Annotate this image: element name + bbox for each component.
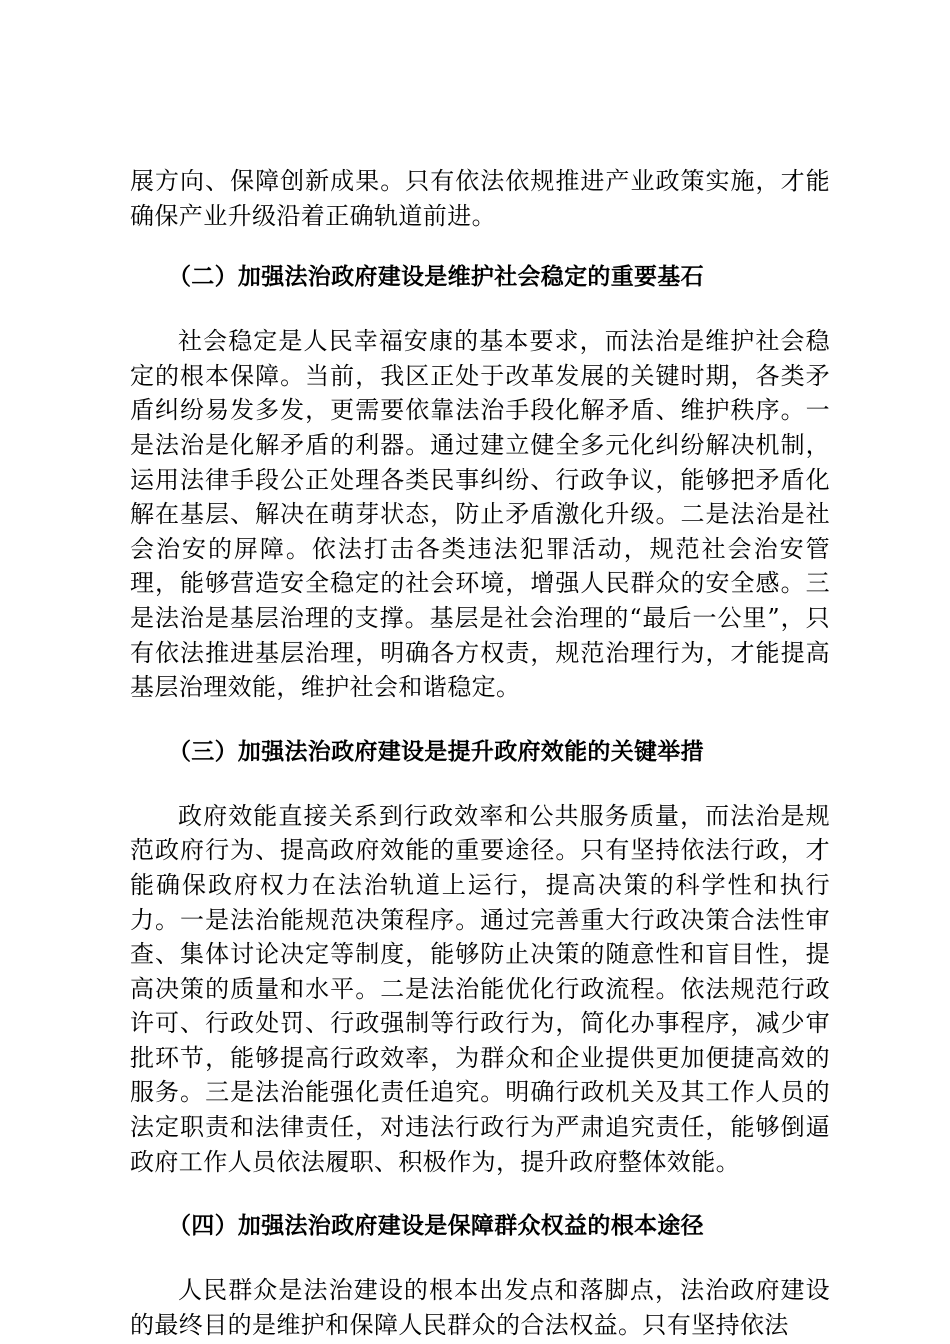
- paragraph-public-rights: 人民群众是法治建设的根本出发点和落脚点，法治政府建设的最终目的是维护和保障人民群众的合法权益。只有坚持依法: [130, 1276, 830, 1339]
- paragraph-social-stability: 社会稳定是人民幸福安康的基本要求，而法治是维护社会稳定的根本保障。当前，我区正处于改革发展的关键时期，各类矛盾纠纷易发多发，更需要依靠法治手段化解矛盾、维护秩序。一是法治是化解矛盾的利器。通过建立健全多元化纠纷解决机制，运用法律手段公正处理各类民事纠纷、行政争议，能够把矛盾化解在基层、解决在萌芽状态，防止矛盾激化升级。二是法治是社会治安的屏障。依法打击各类违法犯罪活动，规范社会治安管理，能够营造安全稳定的社会环境，增强人民群众的安全感。三是法治是基层治理的支撑。基层是社会治理的“最后一公里”，只有依法推进基层治理，明确各方权责，规范治理行为，才能提高基层治理效能，维护社会和谐稳定。: [130, 327, 830, 702]
- section-heading-4: （四）加强法治政府建设是保障群众权益的根本途径: [168, 1212, 704, 1240]
- paragraph-continuation: 展方向、保障创新成果。只有依法依规推进产业政策实施，才能确保产业升级沿着正确轨道前进。: [130, 167, 830, 230]
- section-heading-3: （三）加强法治政府建设是提升政府效能的关键举措: [168, 737, 704, 765]
- section-heading-2: （二）加强法治政府建设是维护社会稳定的重要基石: [168, 263, 704, 291]
- document-page: [130, 164, 830, 1342]
- paragraph-government-efficiency: 政府效能直接关系到行政效率和公共服务质量，而法治是规范政府行为、提高政府效能的重要途径。只有坚持依法行政，才能确保政府权力在法治轨道上运行，提高决策的科学性和执行力。一是法治能规范决策程序。通过完善重大行政决策合法性审查、集体讨论决定等制度，能够防止决策的随意性和盲目性，提高决策的质量和水平。二是法治能优化行政流程。依法规范行政许可、行政处罚、行政强制等行政行为，简化办事程序，减少审批环节，能够提高行政效率，为群众和企业提供更加便捷高效的服务。三是法治能强化责任追究。明确行政机关及其工作人员的法定职责和法律责任，对违法行政行为严肃追究责任，能够倒逼政府工作人员依法履职、积极作为，提升政府整体效能。: [130, 801, 830, 1176]
